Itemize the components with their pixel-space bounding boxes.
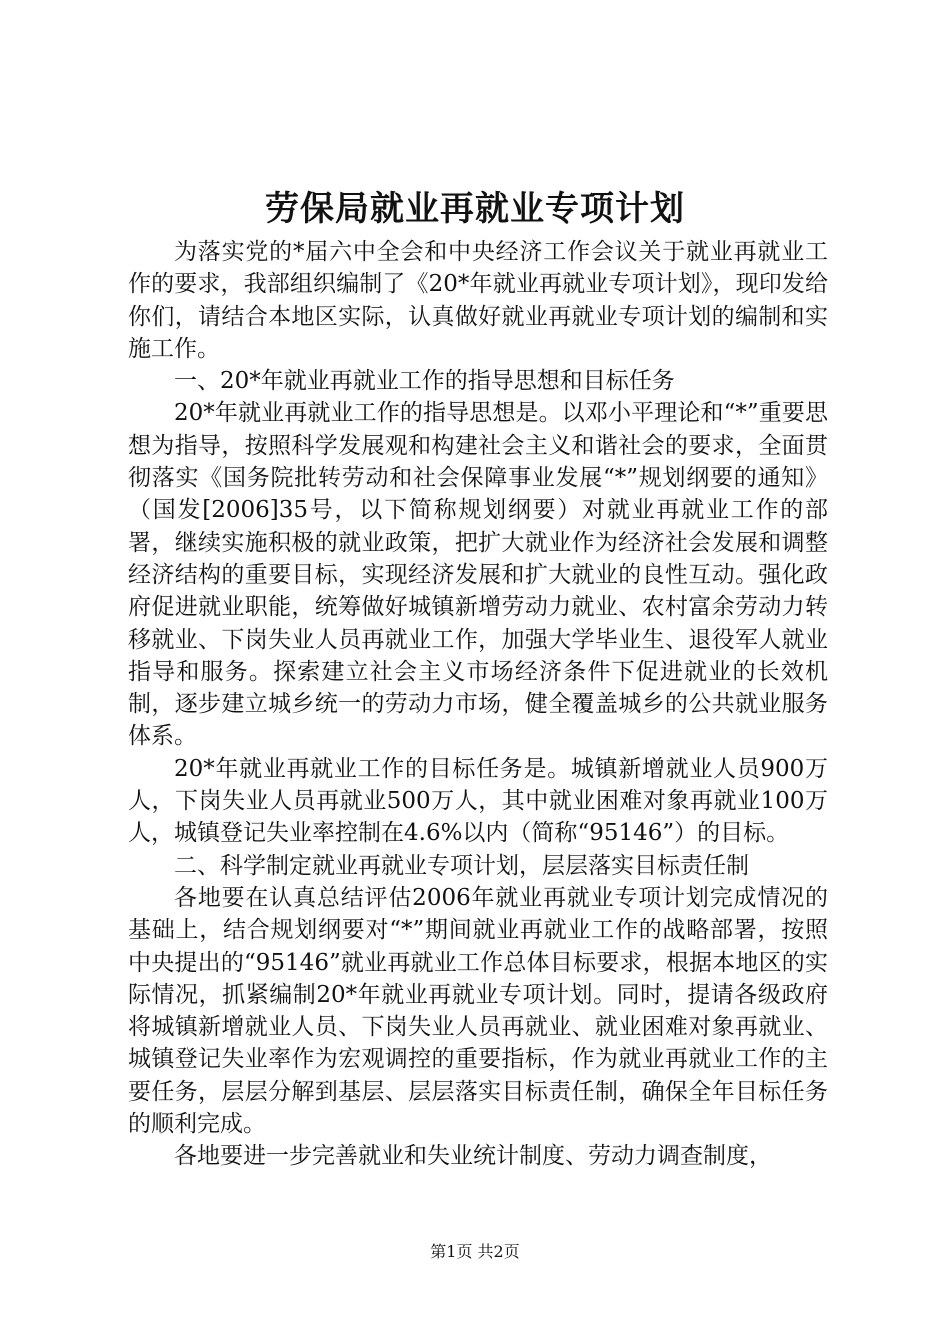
document-body [128, 236, 828, 1173]
paragraph-guiding-ideology: 20*年就业再就业工作的指导思想是。以邓小平理论和“*”重要思想为指导，按照科学发展观和构建社会主义和谐社会的要求，全面贯彻落实《国务院批转劳动和社会保障事业发展“*”规划纲要的通知》（国发[2006]35号，以下简称规划纲要）对就业再就业工作的部署，继续实施积极的就业政策，把扩大就业作为经济社会发展和调整经济结构的重要目标，实现经济发展和扩大就业的良性互动。强化政府促进就业职能，统筹做好城镇新增劳动力就业、农村富余劳动力转移就业、下岗失业人员再就业工作，加强大学毕业生、退役军人就业指导和服务。探索建立社会主义市场经济条件下促进就业的长效机制，逐步建立城乡统一的劳动力市场，健全覆盖城乡的公共就业服务体系。 [128, 400, 828, 750]
section-heading-2: 二、科学制定就业再就业专项计划，层层落实目标责任制 [174, 852, 749, 879]
page-footer: 第1页 共2页 [430, 1242, 520, 1261]
paragraph-target-tasks: 20*年就业再就业工作的目标任务是。城镇新增就业人员900万人，下岗失业人员再就业500万人，其中就业困难对象再就业100万人，城镇登记失业率控制在4.6%以内（简称“95146”）的目标。 [128, 755, 828, 847]
document-title: 劳保局就业再就业专项计划 [265, 189, 685, 229]
paragraph-plan-making: 各地要在认真总结评估2006年就业再就业专项计划完成情况的基础上，结合规划纲要对“*”期间就业再就业工作的战略部署，按照中央提出的“95146”就业再就业工作总体目标要求，根据本地区的实际情况，抓紧编制20*年就业再就业专项计划。同时，提请各级政府将城镇新增就业人员、下岗失业人员再就业、就业困难对象再就业、城镇登记失业率作为宏观调控的重要指标，作为就业再就业工作的主要任务，层层分解到基层、层层落实目标责任制，确保全年目标任务的顺利完成。 [128, 884, 828, 1138]
paragraph-intro: 为落实党的*届六中全会和中央经济工作会议关于就业再就业工作的要求，我部组织编制了《20*年就业再就业专项计划》，现印发给你们，请结合本地区实际，认真做好就业再就业专项计划的编制和实施工作。 [128, 239, 828, 362]
paragraph-statistics: 各地要进一步完善就业和失业统计制度、劳动力调查制度， [174, 1143, 772, 1170]
section-heading-1: 一、20*年就业再就业工作的指导思想和目标任务 [174, 368, 675, 395]
